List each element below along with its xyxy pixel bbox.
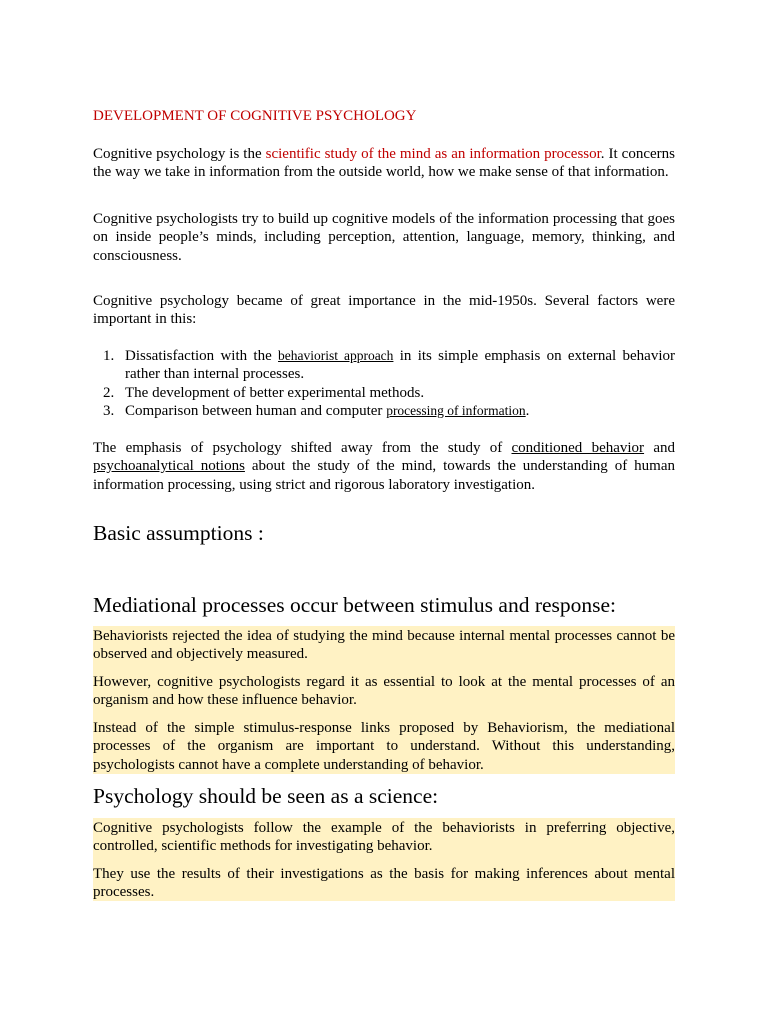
intro-paragraph-1 [93,145,675,182]
behaviorist-approach-link[interactable]: behaviorist approach [278,348,394,363]
list-number: 2. [103,384,115,401]
paragraph-behaviorists-rejected: Behaviorists rejected the idea of studying the mind because internal mental processes cannot be observed and objectively measured. [93,628,675,663]
page-title: DEVELOPMENT OF COGNITIVE PSYCHOLOGY [93,108,417,124]
conditioned-behavior-link[interactable]: conditioned behavior [511,440,645,456]
paragraph-follow-example: Cognitive psychologists follow the example of the behaviorists in preferring objective, controlled, scientific methods for investigating behavior. [93,820,675,855]
highlight-block-science [93,818,675,901]
intro-rest: . It concerns the way we take in information from the outside world, how we make sense of that information. [93,146,675,181]
processing-of-information-link[interactable]: processing of information [386,402,526,418]
shift-paragraph: The emphasis of psychology shifted away from the study of conditioned behavior and psychoanalytical notions about the study of the mind, towards the understanding of human information processing, using strict and rigorous laboratory investigation. [93,440,675,493]
highlight-block-mediational [93,626,675,774]
factors-list [93,347,675,420]
list-number: 3. [103,402,115,419]
psychoanalytical-notions-link[interactable]: psychoanalytical notions [93,458,245,475]
paragraph-instead: Instead of the simple stimulus-response links proposed by Behaviorism, the mediational processes of the organism are important to understand. Without this understanding, psychologists cannot have a complete understanding of behavior. [93,720,675,773]
paragraph-however: However, cognitive psychologists regard it as essential to look at the mental processes of an organism and how these influence behavior. [93,674,675,709]
intro-paragraph-3: Cognitive psychology became of great importance in the mid-1950s. Several factors were important in this: [93,293,675,328]
intro-paragraph-2: Cognitive psychologists try to build up cognitive models of the information processing that goes on inside people’s minds, including perception, attention, language, memory, thinking, and consciousness. [93,211,675,264]
list-item: 1. Dissatisfaction with the behaviorist approach in its simple emphasis on external behavior rather than internal processes. [103,348,675,383]
list-item: 3. Comparison between human and computer processing of information. [103,402,530,419]
paragraph-use-results: They use the results of their investigations as the basis for making inferences about mental processes. [93,866,675,901]
definition-highlight: scientific study of the mind as an information processor [265,146,601,162]
section-heading-science: Psychology should be seen as a science: [93,784,439,808]
list-number: 1. [103,348,115,364]
section-heading-mediational: Mediational processes occur between stimulus and response: [93,593,617,617]
basic-assumptions-heading: Basic assumptions : [93,521,264,545]
list-item: 2. The development of better experimental methods. [103,384,425,401]
intro-lead: Cognitive psychology is the [93,146,266,162]
